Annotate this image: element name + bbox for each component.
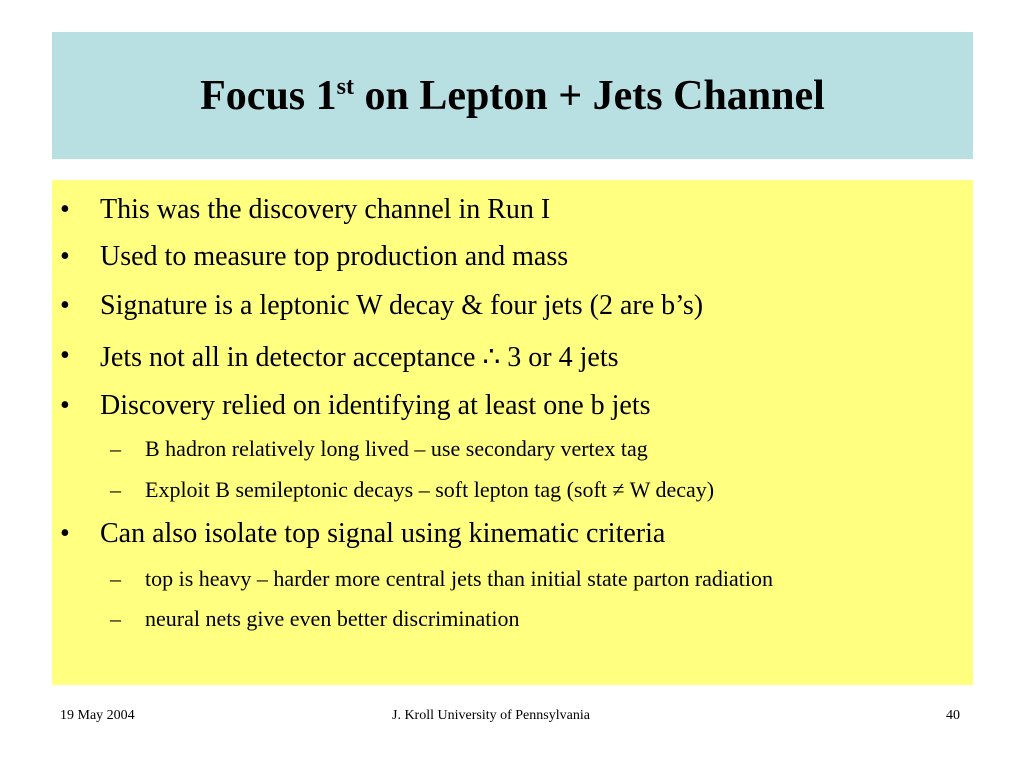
bullet-mark: •: [60, 390, 70, 421]
title-banner: [52, 32, 973, 159]
bullet-text: Jets not all in detector acceptance ∴ 3 or 4 jets: [100, 342, 619, 373]
bullet-mark: •: [60, 290, 70, 321]
dash-mark: –: [110, 606, 121, 631]
bullet-text: Used to measure top production and mass: [100, 241, 569, 272]
content-panel: [52, 180, 973, 685]
bullet-text: This was the discovery channel in Run I: [100, 194, 551, 225]
sub-bullet-text: Exploit B semileptonic decays – soft lepton tag (soft ≠ W decay): [145, 477, 715, 502]
bullet-mark: •: [60, 241, 70, 272]
title-superscript: st: [336, 73, 354, 100]
footer-page-number: 40: [946, 708, 960, 723]
bullet-text: Discovery relied on identifying at least one b jets: [100, 390, 651, 421]
sub-bullet-text: top is heavy – harder more central jets than initial state parton radiation: [145, 566, 774, 591]
title-main: Focus 1: [200, 72, 337, 119]
slide-title: [200, 72, 825, 120]
bullet-text: Can also isolate top signal using kinematic criteria: [100, 518, 666, 549]
footer-author: J. Kroll University of Pennsylvania: [392, 708, 590, 723]
sub-bullet-text: neural nets give even better discrimination: [145, 606, 520, 631]
bullet-mark: •: [60, 340, 70, 371]
dash-mark: –: [110, 566, 121, 591]
footer-date: 19 May 2004: [60, 708, 135, 723]
bullet-text: Signature is a leptonic W decay & four jets (2 are b’s): [100, 290, 704, 321]
dash-mark: –: [110, 477, 121, 502]
dash-mark: –: [110, 436, 121, 461]
title-rest: on Lepton + Jets Channel: [354, 72, 825, 119]
bullet-mark: •: [60, 194, 70, 225]
sub-bullet-text: B hadron relatively long lived – use secondary vertex tag: [145, 436, 648, 461]
bullet-mark: •: [60, 518, 70, 549]
